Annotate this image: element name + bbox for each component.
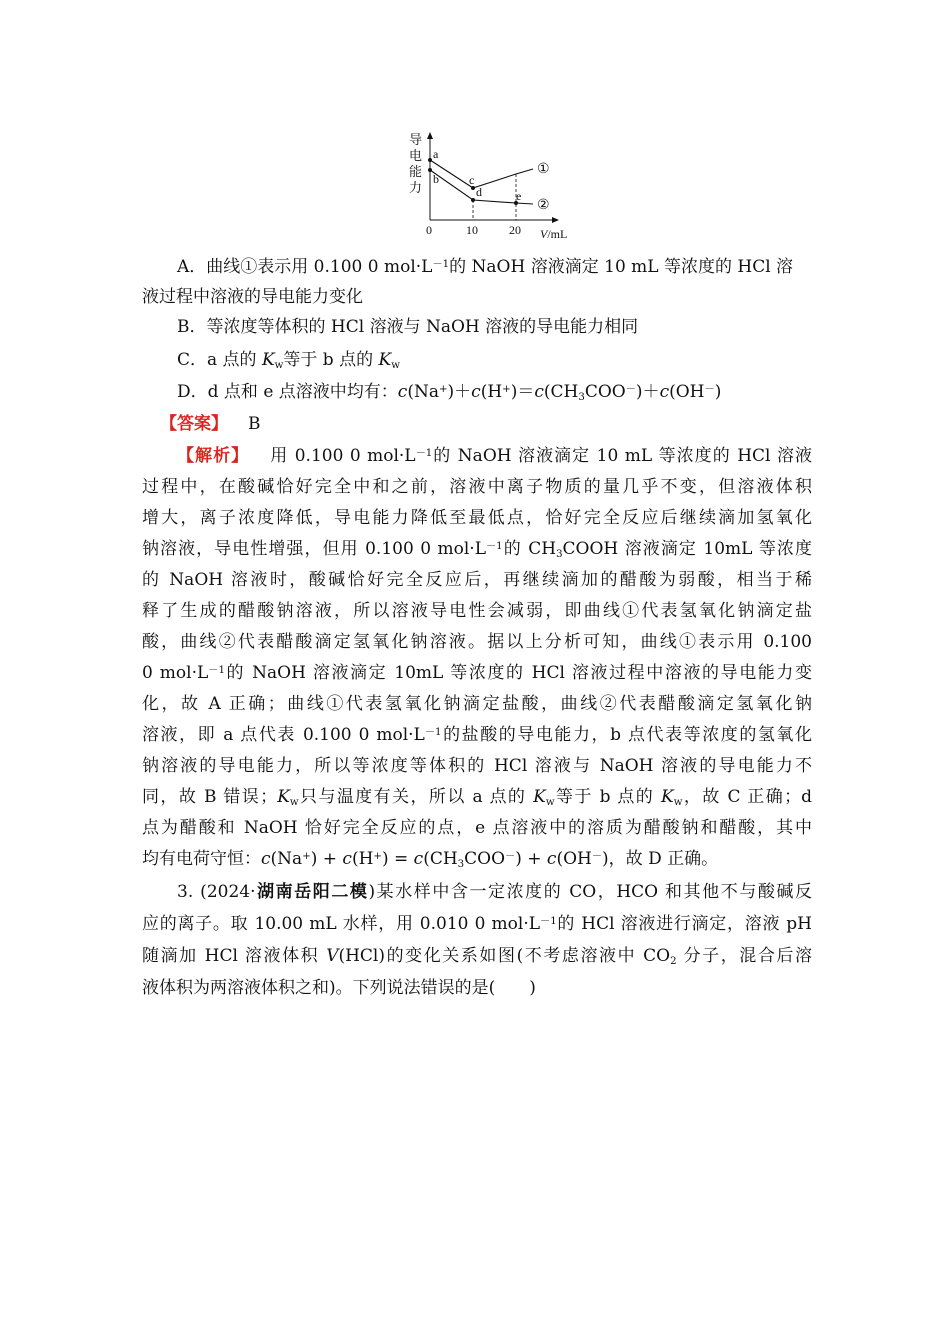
x-axis-arrow [552, 217, 559, 223]
analysis-line-9: 化，故 A 正确；曲线①代表氢氧化钠滴定盐酸，曲线②代表醋酸滴定氢氧化钠 [142, 694, 812, 714]
point-b [428, 168, 432, 172]
point-d [471, 198, 475, 202]
question-3-line-1: 3. (2024·湖南岳阳二模)某水样中含一定浓度的 CO，HCO 和其他不与酸碱反 [177, 882, 813, 902]
option-c: C．a 点的 $K_w$等于 b 点的 $K_w$ [177, 350, 400, 372]
analysis-line-11: 钠溶液的导电能力，所以等浓度等体积的 HCl 溶液与 NaOH 溶液的导电能力不 [142, 756, 812, 776]
answer-label: 【答案】 [160, 414, 228, 434]
analysis-line-1: 【解析】 用 0.100 0 $mol\cdot L^{-1}$的 NaOH 溶液滴定 10 mL 等浓度的 HCl 溶液 [177, 446, 812, 466]
question-3-line-3: 随滴加 HCl 溶液体积 V(HCl)的变化关系如图(不考虑溶液中 $CO_2$ 分子，混合后溶 [142, 946, 813, 968]
analysis-line-8: 0 $mol\cdot L^{-1}$的 NaOH 溶液滴定 10mL 等浓度的 HCl 溶液过程中溶液的导电能力变 [142, 663, 812, 683]
x-tick-20: 20 [509, 223, 521, 237]
x-tick-10: 10 [466, 223, 478, 237]
label-c: c [469, 173, 475, 187]
label-d: d [476, 185, 482, 199]
curve-1 [430, 160, 533, 188]
y-label-char-2: 电 [409, 148, 423, 163]
y-label-char-1: 导 [409, 132, 423, 147]
option-b: B．等浓度等体积的 HCl 溶液与 NaOH 溶液的导电能力相同 [177, 317, 639, 337]
analysis-line-13: 点为醋酸和 NaOH 恰好完全反应的点，e 点溶液中的溶质为醋酸钠和醋酸，其中 [142, 818, 812, 838]
curve-1-label: ① [537, 162, 550, 177]
conductivity-figure [405, 128, 585, 244]
option-a-line-2: 液过程中溶液的导电能力变化 [142, 287, 363, 307]
answer-line [160, 409, 830, 439]
label-b: b [433, 172, 439, 186]
option-d: D．d 点和 e 点溶液中均有：$c(Na^+)+c(H^+)=c(CH_3COO^-)+c(OH^-)$ [177, 382, 722, 404]
analysis-line-6: 释了生成的醋酸钠溶液，所以溶液导电性会减弱，即曲线①代表氢氧化钠滴定盐 [142, 601, 812, 621]
option-a-line-1: A．曲线①表示用 0.100 0 $mol\cdot L^{-1}$的 NaOH 溶液滴定 10 mL 等浓度的 HCl 溶 [177, 257, 794, 277]
question-3-line-2: 应的离子。取 10.00 mL 水样，用 0.010 0 $mol\cdot L^{-1}$的 HCl 溶液进行滴定，溶液 pH [142, 914, 812, 934]
x-tick-0: 0 [426, 223, 432, 237]
y-label-char-4: 力 [409, 180, 423, 195]
analysis-line-3: 增大，离子浓度降低，导电能力降低至最低点，恰好完全反应后继续滴加氢氧化 [142, 508, 812, 528]
curve-2-label: ② [537, 198, 550, 213]
point-a [428, 158, 432, 162]
label-e: e [516, 189, 522, 203]
x-axis-label: V/mL [540, 227, 568, 241]
question-3-line-4: 液体积为两溶液体积之和)。下列说法错误的是( ) [142, 978, 536, 998]
analysis-line-2: 过程中，在酸碱恰好完全中和之前，溶液中离子物质的量几乎不变，但溶液体积 [142, 477, 812, 497]
label-a: a [433, 147, 439, 161]
analysis-line-14: 均有电荷守恒：$c(Na^+) + c(H^+) = c(CH_3COO^-) + c(OH^-)$，故 D 正确。 [142, 849, 719, 871]
conductivity-chart [405, 128, 585, 244]
y-axis-label [409, 132, 422, 195]
analysis-line-4: 钠溶液，导电性增强，但用 0.100 0 $mol\cdot L^{-1}$的 $CH_3COOH$ 溶液滴定 10mL 等浓度 [142, 539, 812, 561]
analysis-line-12: 同，故 B 错误；$K_w$只与温度有关，所以 a 点的 $K_w$等于 b 点的 $K_w$，故 C 正确；d [142, 787, 812, 809]
y-axis-arrow [427, 132, 433, 139]
y-label-char-3: 能 [409, 164, 423, 179]
question-3-source: 湖南岳阳二模 [255, 882, 369, 902]
analysis-line-5: 的 NaOH 溶液时，酸碱恰好完全反应后，再继续滴加的醋酸为弱酸，相当于稀 [142, 570, 812, 590]
analysis-line-10: 溶液，即 a 点代表 0.100 0 $mol\cdot L^{-1}$的盐酸的导电能力，b 点代表等浓度的氢氧化 [142, 725, 812, 745]
analysis-label: 【解析】 [177, 446, 250, 466]
analysis-line-7: 酸，曲线②代表醋酸滴定氢氧化钠溶液。据以上分析可知，曲线①表示用 0.100 [142, 632, 812, 652]
answer-value: B [248, 414, 261, 434]
